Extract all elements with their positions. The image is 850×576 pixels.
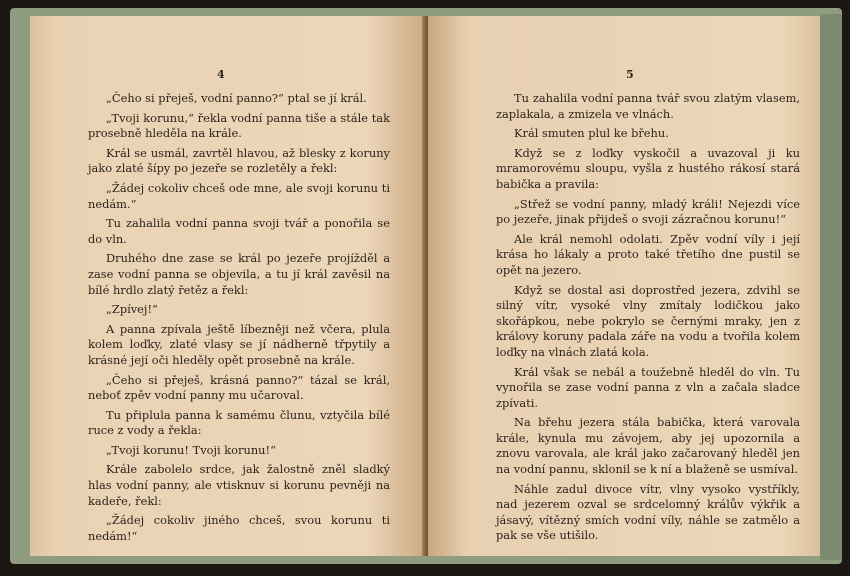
page-text xyxy=(496,91,800,548)
paragraph: Tu připlula panna k samému člunu, vztyčila bílé ruce z vody a řekla: xyxy=(88,407,390,438)
paragraph: „Čeho si přeješ, vodní panno?“ ptal se jí král. xyxy=(106,91,367,105)
paragraph: Když se z loďky vyskočil a uvazoval ji ku mramorovému sloupu, vyšla z hustého rákosí stará babička a pravila: xyxy=(496,145,800,191)
paragraph: Krále zabolelo srdce, jak žalostně zněl sladký hlas vodní panny, ale vtisknuv si korunu pevněji na kadeře, řekl: xyxy=(88,462,390,508)
paragraph: Náhle zadul divoce vítr, vlny vysoko vystříkly, nad jezerem ozval se srdcelomný králův výkřik a jásavý, vítězný smích vodní víly, náhle se zatmělo a pak se vše utišilo. xyxy=(496,481,800,543)
paragraph: Tu zahalila vodní panna tvář svou zlatým vlasem, zaplakala, a zmizela ve vlnách. xyxy=(496,91,800,121)
paragraph: „Tvoji korunu! Tvoji korunu!“ xyxy=(106,442,276,457)
book-cover-edge xyxy=(820,14,842,560)
paragraph: „Čeho si přeješ, krásná panno?“ tázal se král, neboť zpěv vodní panny mu učaroval. xyxy=(88,372,390,403)
paragraph: Král se usmál, zavrtěl hlavou, až blesky z koruny jako zlaté šípy po jezeře se rozletěly a řekl: xyxy=(88,145,390,176)
paragraph: Král však se nebál a toužebně hleděl do vln. Tu vynořila se zase vodní panna z vln a začala sladce zpívati. xyxy=(496,364,800,410)
paragraph: „Střež se vodní panny, mladý králi! Nejezdi více po jezeře, jinak přijdeš o svoji zázračnou korunu!“ xyxy=(496,196,800,227)
paragraph: „Zpívej!“ xyxy=(106,302,158,317)
paragraph: „Tvoji korunu,“ řekla vodní panna tiše a stále tak prosebně hleděla na krále. xyxy=(88,110,390,141)
paragraph: A panna zpívala ještě líbezněji než včera, plula kolem loďky, zlaté vlasy se jí nádherně třpytily a krásné její oči hleděly opět prosebně na krále. xyxy=(88,321,390,367)
page-text xyxy=(88,91,390,548)
paragraph: Král smuten plul ke břehu. xyxy=(514,126,669,141)
left-page xyxy=(30,16,426,556)
page-number: 4 xyxy=(217,68,225,81)
paragraph: Druhého dne zase se král po jezeře projížděl a zase vodní panna se objevila, a tu jí král zavěsil na bílé hrdlo zlatý řetěz a řekl: xyxy=(88,251,390,297)
right-page xyxy=(428,16,820,556)
page-number: 5 xyxy=(626,68,634,81)
paragraph: Na břehu jezera stála babička, která varovala krále, kynula mu závojem, aby jej upozornila a znovu varovala, ale král jako začarovaný hleděl jen na vodní pannu, sklonil se k ní a blaženě se usmíval. xyxy=(496,415,800,477)
paragraph: Když se dostal asi doprostřed jezera, zdvihl se silný vítr, vysoké vlny zmítaly lodičkou jako skořápkou, nebe pokrylo se černými mraky, jen z královy koruny padala záře na vodu a tvořila kolem loďky na vlnách zlatá kola. xyxy=(496,282,800,359)
paragraph: „Žádej cokoliv jiného chceš, svou korunu ti nedám!“ xyxy=(88,513,390,543)
paragraph: Ale král nemohl odolati. Zpěv vodní víly i její krása ho lákaly a proto také třetího dne pustil se opět na jezero. xyxy=(496,231,800,277)
paragraph: „Žádej cokoliv chceš ode mne, ale svoji korunu ti nedám.“ xyxy=(88,180,390,211)
paragraph: Tu zahalila vodní panna svoji tvář a ponořila se do vln. xyxy=(88,216,390,246)
